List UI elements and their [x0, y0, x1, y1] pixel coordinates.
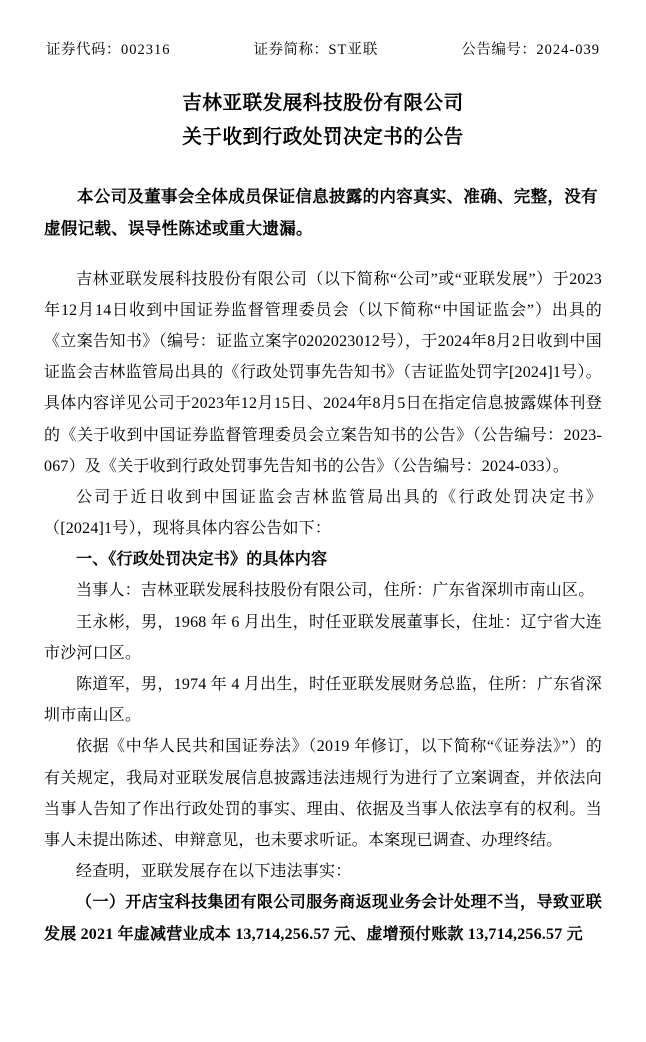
security-abbr	[253, 38, 378, 59]
section-heading-decision-content: 一、《行政处罚决定书》的具体内容	[76, 551, 328, 569]
notice-number	[461, 38, 600, 59]
paragraph-decision-received: 公司于近日收到中国证监会吉林监管局出具的《行政处罚决定书》（[2024]1号），现将具体内容公告如下：	[44, 488, 602, 538]
notice-number-label: 公告编号：	[461, 42, 537, 58]
notice-number-value: 2024-039	[536, 42, 600, 58]
document-header	[44, 38, 602, 59]
disclaimer-statement: 本公司及董事会全体成员保证信息披露的内容真实、准确、完整，没有虚假记载、误导性陈述或重大遗漏。	[44, 187, 598, 239]
paragraph-party-company: 当事人：吉林亚联发展科技股份有限公司，住所：广东省深圳市南山区。	[76, 582, 595, 600]
paragraph-party-wang: 王永彬，男，1968 年 6 月出生，时任亚联发展董事长，住址：辽宁省大连市沙河口区。	[44, 613, 602, 662]
paragraph-legal-basis: 依据《中华人民共和国证券法》（2019 年修订，以下简称“《证券法》”）的有关规定，我局对亚联发展信息披露违法违规行为进行了立案调查，并依法向当事人告知了作出行政处罚的事实、理由、依据及当事人依法享有的权利。当事人未提出陈述、申辩意见，也未要求听证。本案现已调查、办理终结。	[44, 738, 602, 849]
security-code-value: 002316	[121, 42, 171, 58]
paragraph-filing-notice: 吉林亚联发展科技股份有限公司（以下简称“公司”或“亚联发展”）于2023年12月14日收到中国证券监督管理委员会（以下简称“中国证监会”）出具的《立案告知书》（编号：证监立案字0202023012号），于2024年8月2日收到中国证监会吉林监管局出具的《行政处罚事先告知书》（吉证监处罚字[2024]1号）。具体内容详见公司于2023年12月15日、2024年8月5日在指定信息披露媒体刊登的《关于收到中国证券监督管理委员会立案告知书的公告》（公告编号：2023-067）及《关于收到行政处罚事先告知书的公告》（公告编号：2024-033）。	[44, 270, 602, 475]
security-abbr-value: ST亚联	[328, 42, 379, 58]
security-abbr-label: 证券简称：	[253, 42, 329, 58]
paragraph-violation-item-1: （一）开店宝科技集团有限公司服务商返现业务会计处理不当，导致亚联发展 2021 年虚减营业成本 13,714,256.57 元、虚增预付账款 13,714,256.57 元	[44, 894, 602, 943]
page-title-line1: 吉林亚联发展科技股份有限公司	[182, 93, 464, 114]
security-code	[46, 38, 171, 59]
paragraph-findings-intro: 经查明，亚联发展存在以下违法事实：	[76, 863, 352, 881]
paragraph-party-chen: 陈道军，男，1974 年 4 月出生，时任亚联发展财务总监，住所：广东省深圳市南山区。	[44, 676, 602, 725]
page-title-line2: 关于收到行政处罚决定书的公告	[182, 127, 464, 149]
security-code-label: 证券代码：	[46, 42, 121, 58]
